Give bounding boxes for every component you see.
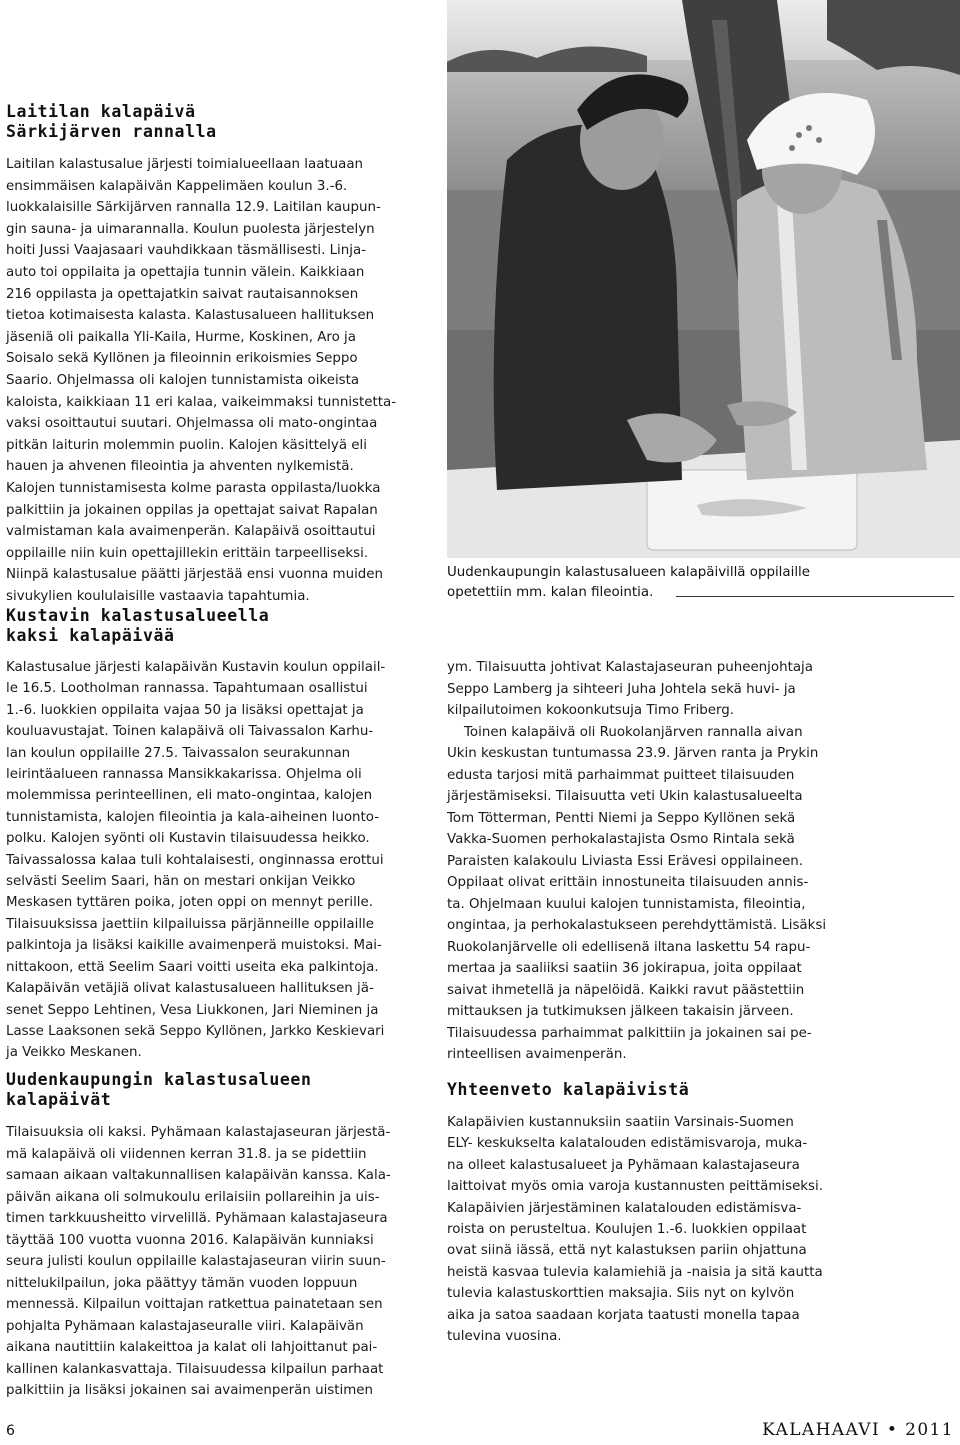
article-3-body <box>6 1122 420 1402</box>
text-line: valmistaman kala avaimenperän. Kalapäivä osoittautui <box>6 524 376 540</box>
heading-line: kaksi kalapäivää <box>6 626 175 645</box>
article-4-heading <box>447 1080 689 1100</box>
photo-fish-filleting <box>447 0 960 558</box>
text-line: Meskasen tyttären poika, joten oppi on mennyt perille. <box>6 895 374 911</box>
text-line: Tilaisuuksissa jaettiin kilpailuissa pärjänneille oppilaille <box>6 916 375 932</box>
text-line: pohjalta Pyhämaan kalastajaseuralle viiri. Kalapäivän <box>6 1318 364 1334</box>
text-line: nittakoon, että Seelim Saari voitti useita eka palkintoja. <box>6 959 379 975</box>
heading-line: kalapäivät <box>6 1090 112 1109</box>
text-line: ja Veikko Meskanen. <box>6 1045 142 1061</box>
text-line: tunnistamista, kalojen fileointia ja kala-aiheinen luonto- <box>6 809 380 825</box>
text-line: hoiti Jussi Vaajasaari vauhdikkaan täsmällisesti. Linja- <box>6 243 367 259</box>
text-line: järjestämiseksi. Tilaisuutta veti Ukin kalastusalueelta <box>447 789 803 804</box>
heading-line: Laitilan kalapäivä <box>6 102 196 121</box>
text-line: Taivassalossa kalaa tuli kohtalaisesti, onginnassa erottui <box>6 852 384 868</box>
text-line: tulevina vuosina. <box>447 1329 562 1345</box>
text-line: oppilaille niin kuin opettajillekin erittäin tarpeelliseksi. <box>6 545 369 561</box>
text-line: sivukylien koululaisille vastaavia tapahtumia. <box>6 588 310 604</box>
text-line: jäseniä oli paikalla Yli-Kaila, Hurme, Koskinen, Aro ja <box>6 329 356 345</box>
heading-line: Kustavin kalastusalueella <box>6 606 270 625</box>
text-line: palkintoja ja lisäksi kaikille avaimenperä muistoksi. Mai- <box>6 938 382 954</box>
text-line: Oppilaat olivat erittäin innostuneita tilaisuuden annis- <box>447 875 809 890</box>
text-line: timen tarkkuusheitto virvelillä. Pyhämaan kalastajaseura <box>6 1211 388 1226</box>
text-line: auto toi oppilaita ja opettajia tunnin välein. Kaikkiaan <box>6 264 365 280</box>
publication-title: KALAHAAVI • 2011 <box>762 1420 954 1440</box>
text-line: Kalastusalue järjesti kalapäivän Kustavin koulun oppilail- <box>6 660 386 675</box>
caption-line: opetettiin mm. kalan fileointia. <box>447 585 654 600</box>
text-line: lan koulun oppilaille 27.5. Taivassalon seurakunnan <box>6 745 351 761</box>
text-line: selvästi Seelim Saari, hän on mestari onkijan Veikko <box>6 874 356 890</box>
text-line: Kalapäivien kustannuksiin saatiin Varsinais-Suomen <box>447 1115 794 1130</box>
text-line: Kalojen tunnistamisesta kolme parasta oppilasta/luokka <box>6 480 381 496</box>
text-line: mittauksen ja tutkimuksen jälkeen takaisin järveen. <box>447 1004 794 1019</box>
text-line: Lasse Laaksonen sekä Seppo Kyllönen, Jarkko Keskievari <box>6 1023 385 1039</box>
text-line: aika ja satoa saadaan korjata taatusti monella tapaa <box>447 1307 800 1323</box>
text-line: Tilaisuudessa parhaimmat palkittiin ja jokainen sai pe- <box>447 1025 812 1041</box>
text-line: Ukin keskustan tuntumassa 23.9. Järven ranta ja Prykin <box>447 746 819 761</box>
text-line: päivän aikana oli solmukoulu erilaisiin pollareihin ja uis- <box>6 1189 380 1205</box>
text-line: Laitilan kalastusalue järjesti toimialueellaan laatuaan <box>6 157 364 172</box>
text-line: kilpailutoimen kokoonkutsuja Timo Friberg. <box>447 703 735 718</box>
text-line: rinteellisen avaimenperän. <box>447 1047 627 1062</box>
text-line: Soisalo sekä Kyllönen ja fileoinnin erikoismies Seppo <box>6 351 358 367</box>
page-number: 6 <box>6 1423 15 1439</box>
text-line: täyttää 100 vuotta vuonna 2016. Kalapäivän kunniaksi <box>6 1232 374 1248</box>
text-line: Saario. Ohjelmassa oli kalojen tunnistamista oikeista <box>6 372 360 388</box>
text-line: Vakka-Suomen perhokalastajista Osmo Rintala sekä <box>447 832 795 847</box>
text-line: kaloista, kaikkiaan 11 eri kalaa, vaikeimmaksi tunnistetta- <box>6 394 397 410</box>
text-line: roista on perusteltua. Koulujen 1.-6. luokkien oppilaat <box>447 1222 807 1238</box>
article-3-heading <box>6 1070 311 1110</box>
text-line: vaksi osoittautui suutari. Ohjelmassa oli mato-ongintaa <box>6 416 378 432</box>
text-line: aikana nautittiin kalakeittoa ja kalat oli lahjoittanut pai- <box>6 1340 378 1355</box>
photo-caption <box>447 563 810 603</box>
text-line: ongintaa, ja perhokalastukseen perehdyttämistä. Lisäksi <box>447 918 827 933</box>
text-line: pitkän laiturin molemmin puolin. Kalojen käsittelyä eli <box>6 437 367 453</box>
text-line: ta. Ohjelmaan kuului kalojen tunnistamista, fileointia, <box>447 896 806 912</box>
text-line: seura julisti koulun oppilaille kalastajaseuran viirin suun- <box>6 1254 386 1269</box>
text-line: Ruokolanjärvelle oli edellisenä iltana laskettu 54 rapu- <box>447 939 811 955</box>
text-line: ovat siinä iässä, että nyt kalastuksen pariin ohjattuna <box>447 1243 807 1259</box>
heading-line: Uudenkaupungin kalastusalueen <box>6 1070 312 1089</box>
caption-line: Uudenkaupungin kalastusalueen kalapäivillä oppilaille <box>447 565 810 580</box>
text-line: Paraisten kalakoulu Liviasta Essi Erävesi oppilaineen. <box>447 853 804 869</box>
article-2-body <box>6 657 420 1064</box>
text-line: molemmissa perinteellinen, eli mato-ongintaa, kalojen <box>6 788 373 804</box>
text-line: polku. Kalojen syönti oli Kustavin tilaisuudessa heikko. <box>6 831 370 847</box>
text-line: kallinen kalankasvattaja. Tilaisuudessa kilpailun parhaat <box>6 1361 384 1377</box>
article-2-heading <box>6 606 269 646</box>
text-line: kouluavustajat. Toinen kalapäivä oli Taivassalon Karhu- <box>6 724 374 740</box>
text-line: heistä kasvaa tulevia kalamiehiä ja -naisia ja sitä kautta <box>447 1264 823 1280</box>
article-4-body <box>447 1112 861 1347</box>
text-line: palkittiin ja lisäksi jokainen sai avaimenperän uistimen <box>6 1383 374 1398</box>
text-line: hauen ja ahvenen fileointia ja ahventen nylkemistä. <box>6 459 354 475</box>
text-line: le 16.5. Lootholman rannassa. Tapahtumaan osallistui <box>6 681 368 697</box>
text-line: Niinpä kalastusalue päätti järjestää ensi vuonna muiden <box>6 567 384 583</box>
text-line: edusta tarjosi mitä parhaimmat puitteet tilaisuuden <box>447 767 795 783</box>
heading-line: Särkijärven rannalla <box>6 122 217 141</box>
text-line: ym. Tilaisuutta johtivat Kalastajaseuran puheenjohtaja <box>447 660 813 675</box>
text-line: na olleet kalastusalueet ja Pyhämaan kalastajaseura <box>447 1157 800 1173</box>
article-1-body <box>6 154 420 607</box>
text-line: leirintäalueen rannassa Mansikkakarissa. Ohjelma oli <box>6 767 362 783</box>
caption-rule <box>676 596 954 597</box>
text-line: Kalapäivän vetäjiä olivat kalastusalueen hallituksen jä- <box>6 981 374 997</box>
text-line: mennessä. Kilpailun voittajan ratkettua painatetaan sen <box>6 1297 383 1312</box>
text-line: Toinen kalapäivä oli Ruokolanjärven rannalla aivan <box>447 724 803 740</box>
text-line: 1.-6. luokkien oppilaita vajaa 50 ja lisäksi opettajat ja <box>6 702 364 718</box>
text-line: nittelukilpailun, joka päättyy tämän vuoden loppuun <box>6 1275 358 1291</box>
text-line: mä kalapäivä oli viidennen kerran 31.8. ja se pidettiin <box>6 1146 367 1162</box>
text-line: senet Seppo Lehtinen, Vesa Liukkonen, Jari Nieminen ja <box>6 1002 379 1018</box>
text-line: ensimmäisen kalapäivän Kappelimäen koulun 3.-6. <box>6 178 348 194</box>
text-line: gin sauna- ja uimarannalla. Koulun puolesta järjestelyn <box>6 221 375 237</box>
heading-line: Yhteenveto kalapäivistä <box>447 1080 690 1099</box>
article-1-heading <box>6 102 217 142</box>
text-line: samaan aikaan valtakunnallisen kalapäivän kanssa. Kala- <box>6 1168 391 1183</box>
text-line: Tom Tötterman, Pentti Niemi ja Seppo Kyllönen sekä <box>447 810 796 826</box>
text-line: tulevia kalastuskorttien maksajia. Siis nyt on kylvön <box>447 1286 795 1302</box>
text-line: ELY- keskukselta kalatalouden edistämisvaroja, muka- <box>447 1136 808 1152</box>
text-line: Kalapäivien järjestäminen kalatalouden edistämisva- <box>447 1200 802 1216</box>
text-line: luokkalaisille Särkijärven rannalla 12.9. Laitilan kaupun- <box>6 200 381 216</box>
text-line: Tilaisuuksia oli kaksi. Pyhämaan kalastajaseuran järjestä- <box>6 1125 391 1140</box>
text-line: laittoivat myös omia varoja kustannusten peittämiseksi. <box>447 1179 824 1195</box>
text-line: palkittiin ja jokainen oppilas ja opettajat saivat Rapalan <box>6 502 378 518</box>
text-line: 216 oppilasta ja opettajatkin saivat rautaisannoksen <box>6 286 359 302</box>
text-line: tietoa kotimaisesta kalasta. Kalastusalueen hallituksen <box>6 308 375 324</box>
text-line: Seppo Lamberg ja sihteeri Juha Johtela sekä huvi- ja <box>447 681 796 697</box>
text-line: mertaa ja saaliiksi saatiin 36 jokirapua, joita oppilaat <box>447 961 802 976</box>
text-line: saivat ihmetellä ja näpelöidä. Kaikki ravut päästettiin <box>447 982 805 998</box>
article-3-body-continued <box>447 657 861 1066</box>
